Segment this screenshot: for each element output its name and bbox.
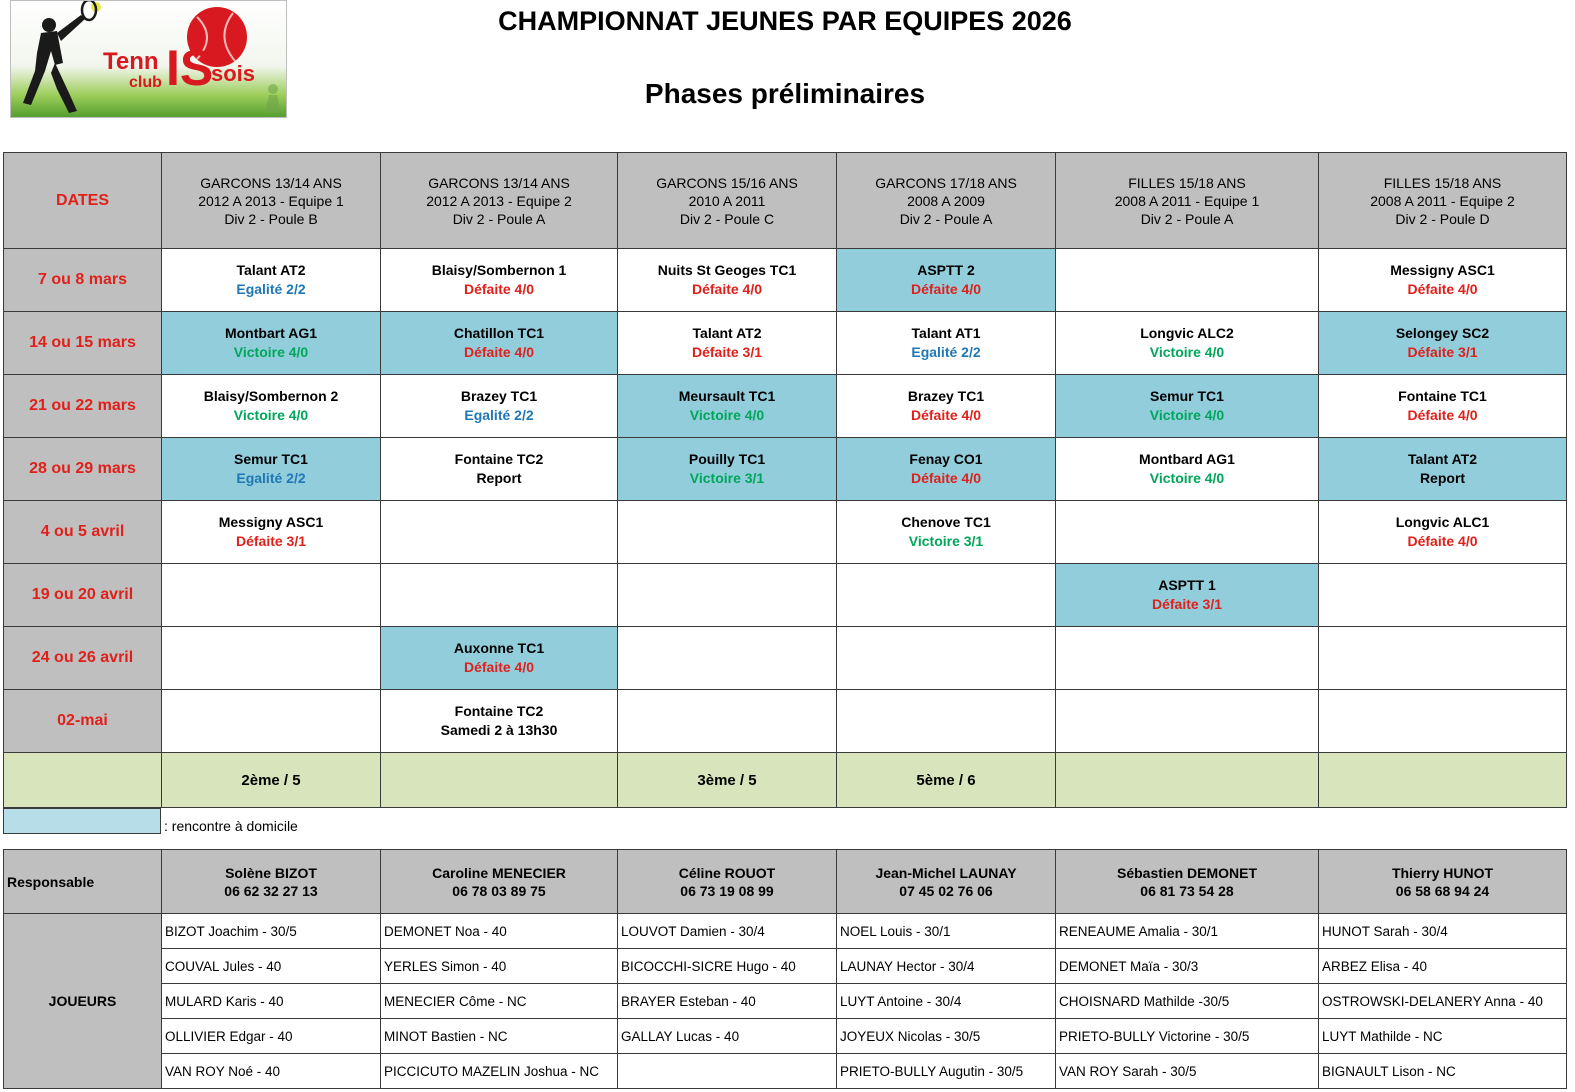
match-cell bbox=[837, 627, 1056, 690]
column-header-line: GARCONS 13/14 ANS bbox=[428, 174, 570, 191]
player-entry: GALLAY Lucas - 40 bbox=[618, 1019, 837, 1054]
column-header-line: GARCONS 17/18 ANS bbox=[875, 174, 1017, 191]
opponent-team: Fontaine TC2 bbox=[454, 703, 544, 719]
match-cell bbox=[1056, 375, 1319, 438]
player-entry: LUYT Mathilde - NC bbox=[1319, 1019, 1567, 1054]
match-cell bbox=[1319, 501, 1567, 564]
opponent-team: Longvic ALC2 bbox=[1140, 325, 1234, 341]
schedule-table bbox=[3, 152, 1567, 808]
opponent-team: Auxonne TC1 bbox=[453, 640, 545, 656]
opponent-team: Fenay CO1 bbox=[909, 451, 983, 467]
team-column-header bbox=[381, 153, 618, 249]
opponent-team: Meursault TC1 bbox=[678, 388, 776, 404]
column-header-line: 2010 A 2011 bbox=[688, 192, 766, 209]
column-header-line: Div 2 - Poule A bbox=[1140, 210, 1234, 227]
opponent-team: Montbard AG1 bbox=[1139, 451, 1235, 467]
player-entry: BICOCCHI-SICRE Hugo - 40 bbox=[618, 949, 837, 984]
match-result: Défaite 4/0 bbox=[463, 344, 535, 360]
column-header-line: Div 2 - Poule A bbox=[899, 210, 993, 227]
opponent-team: Chenove TC1 bbox=[901, 514, 991, 530]
match-cell bbox=[1319, 375, 1567, 438]
player-entry: LUYT Antoine - 30/4 bbox=[837, 984, 1056, 1019]
player-entry: BIGNAULT Lison - NC bbox=[1319, 1054, 1567, 1089]
ranking-row bbox=[4, 753, 1567, 808]
opponent-team: Brazey TC1 bbox=[907, 388, 985, 404]
match-cell bbox=[837, 312, 1056, 375]
player-entry bbox=[618, 1054, 837, 1089]
match-cell bbox=[1056, 249, 1319, 312]
player-entry: LAUNAY Hector - 30/4 bbox=[837, 949, 1056, 984]
match-cell bbox=[1319, 627, 1567, 690]
match-result: Défaite 3/1 bbox=[1407, 344, 1478, 360]
responsable-cell bbox=[837, 850, 1056, 914]
match-result: Victoire 4/0 bbox=[1149, 407, 1225, 423]
opponent-team: Talant AT2 bbox=[692, 325, 762, 341]
players-row bbox=[4, 1054, 1567, 1089]
match-result: Egalité 2/2 bbox=[911, 344, 981, 360]
legend-text: : rencontre à domicile bbox=[164, 818, 298, 834]
match-cell bbox=[1056, 438, 1319, 501]
dates-header: DATES bbox=[4, 153, 162, 249]
staff-table bbox=[3, 849, 1567, 1089]
match-cell bbox=[381, 249, 618, 312]
match-row bbox=[4, 627, 1567, 690]
player-entry: PRIETO-BULLY Victorine - 30/5 bbox=[1056, 1019, 1319, 1054]
team-column-header bbox=[1056, 153, 1319, 249]
match-cell bbox=[162, 690, 381, 753]
team-column-header bbox=[837, 153, 1056, 249]
match-cell bbox=[381, 690, 618, 753]
match-cell bbox=[162, 312, 381, 375]
responsable-phone: 07 45 02 76 06 bbox=[899, 882, 993, 899]
match-cell bbox=[618, 627, 837, 690]
opponent-team: Messigny ASC1 bbox=[1390, 262, 1495, 278]
match-cell bbox=[162, 249, 381, 312]
match-row bbox=[4, 564, 1567, 627]
player-entry: OSTROWSKI-DELANERY Anna - 40 bbox=[1319, 984, 1567, 1019]
match-result: Victoire 4/0 bbox=[233, 407, 309, 423]
match-date: 4 ou 5 avril bbox=[4, 501, 162, 564]
column-header-line: GARCONS 15/16 ANS bbox=[656, 174, 798, 191]
match-cell bbox=[381, 312, 618, 375]
match-result: Egalité 2/2 bbox=[236, 470, 306, 486]
match-result: Défaite 4/0 bbox=[691, 281, 763, 297]
responsable-name: Caroline MENECIER bbox=[432, 864, 566, 881]
svg-text:Tenn: Tenn bbox=[103, 48, 159, 75]
opponent-team: ASPTT 1 bbox=[1158, 577, 1216, 593]
column-header-line: 2012 A 2013 - Equipe 1 bbox=[198, 192, 344, 209]
match-result: Victoire 4/0 bbox=[233, 344, 309, 360]
match-result: Défaite 4/0 bbox=[463, 281, 535, 297]
player-entry: PICCICUTO MAZELIN Joshua - NC bbox=[381, 1054, 618, 1089]
match-date: 19 ou 20 avril bbox=[4, 564, 162, 627]
match-row bbox=[4, 501, 1567, 564]
opponent-team: Fontaine TC1 bbox=[1398, 388, 1487, 404]
players-row bbox=[4, 1019, 1567, 1054]
responsable-cell bbox=[1319, 850, 1567, 914]
player-entry: MINOT Bastien - NC bbox=[381, 1019, 618, 1054]
opponent-team: Montbart AG1 bbox=[224, 325, 318, 341]
team-column-header bbox=[618, 153, 837, 249]
logo-graphic bbox=[11, 1, 287, 118]
opponent-team: Longvic ALC1 bbox=[1395, 514, 1490, 530]
opponent-team: Chatillon TC1 bbox=[453, 325, 545, 341]
player-entry: VAN ROY Noé - 40 bbox=[162, 1054, 381, 1089]
player-entry: LOUVOT Damien - 30/4 bbox=[618, 914, 837, 949]
match-result: Défaite 4/0 bbox=[910, 470, 982, 486]
match-cell bbox=[1056, 564, 1319, 627]
match-date: 14 ou 15 mars bbox=[4, 312, 162, 375]
responsable-cell bbox=[1056, 850, 1319, 914]
match-result: Victoire 4/0 bbox=[1149, 470, 1225, 486]
match-date: 02-mai bbox=[4, 690, 162, 753]
opponent-team: Pouilly TC1 bbox=[688, 451, 766, 467]
match-cell bbox=[1056, 312, 1319, 375]
match-cell bbox=[618, 312, 837, 375]
opponent-team: Talant AT1 bbox=[911, 325, 981, 341]
match-cell bbox=[162, 375, 381, 438]
match-row bbox=[4, 438, 1567, 501]
responsables-row bbox=[4, 850, 1567, 914]
responsable-name: Jean-Michel LAUNAY bbox=[875, 864, 1017, 881]
team-ranking: 3ème / 5 bbox=[618, 753, 837, 808]
legend-swatch bbox=[3, 808, 161, 834]
column-header-line: 2008 A 2011 - Equipe 2 bbox=[1370, 192, 1515, 209]
responsable-cell bbox=[618, 850, 837, 914]
opponent-team: Blaisy/Sombernon 2 bbox=[203, 388, 339, 404]
match-cell bbox=[162, 627, 381, 690]
match-cell bbox=[837, 690, 1056, 753]
match-result: Report bbox=[476, 470, 522, 486]
match-result: Défaite 4/0 bbox=[910, 407, 982, 423]
match-cell bbox=[1319, 249, 1567, 312]
opponent-team: Brazey TC1 bbox=[460, 388, 538, 404]
schedule-header-row bbox=[4, 153, 1567, 249]
players-row bbox=[4, 914, 1567, 949]
match-result: Défaite 3/1 bbox=[691, 344, 763, 360]
responsable-phone: 06 73 19 08 99 bbox=[680, 882, 774, 899]
column-header-line: Div 2 - Poule D bbox=[1395, 210, 1490, 227]
match-cell bbox=[618, 375, 837, 438]
player-entry: COUVAL Jules - 40 bbox=[162, 949, 381, 984]
match-result: Défaite 4/0 bbox=[463, 659, 535, 675]
svg-text:sois: sois bbox=[211, 61, 256, 86]
opponent-team: ASPTT 2 bbox=[917, 262, 975, 278]
opponent-team: Talant AT2 bbox=[1408, 451, 1477, 467]
match-cell bbox=[1056, 690, 1319, 753]
column-header-line: Div 2 - Poule B bbox=[224, 210, 318, 227]
responsable-phone: 06 58 68 94 24 bbox=[1395, 882, 1490, 899]
match-row bbox=[4, 375, 1567, 438]
column-header-line: FILLES 15/18 ANS bbox=[1383, 174, 1502, 191]
player-entry: OLLIVIER Edgar - 40 bbox=[162, 1019, 381, 1054]
match-cell bbox=[837, 438, 1056, 501]
match-row bbox=[4, 312, 1567, 375]
responsable-phone: 06 81 73 54 28 bbox=[1140, 882, 1234, 899]
opponent-team: Messigny ASC1 bbox=[218, 514, 324, 530]
match-cell bbox=[381, 627, 618, 690]
match-cell bbox=[618, 438, 837, 501]
responsable-phone: 06 62 32 27 13 bbox=[224, 882, 318, 899]
match-cell bbox=[381, 438, 618, 501]
page-title: CHAMPIONNAT JEUNES PAR EQUIPES 2026 bbox=[498, 6, 1072, 36]
match-result: Egalité 2/2 bbox=[464, 407, 534, 423]
column-header-line: GARCONS 13/14 ANS bbox=[200, 174, 342, 191]
player-entry: BRAYER Esteban - 40 bbox=[618, 984, 837, 1019]
column-header-line: 2008 A 2009 bbox=[907, 192, 985, 209]
svg-text:IS: IS bbox=[166, 40, 214, 96]
match-result: Défaite 4/0 bbox=[910, 281, 982, 297]
team-column-header bbox=[162, 153, 381, 249]
player-entry: MENECIER Côme - NC bbox=[381, 984, 618, 1019]
opponent-team: Fontaine TC2 bbox=[454, 451, 544, 467]
responsable-name: Thierry HUNOT bbox=[1391, 864, 1494, 881]
team-column-header bbox=[1319, 153, 1567, 249]
match-row bbox=[4, 690, 1567, 753]
opponent-team: Selongey SC2 bbox=[1395, 325, 1490, 341]
opponent-team: Semur TC1 bbox=[234, 451, 308, 467]
match-cell bbox=[1319, 564, 1567, 627]
column-header-line: Div 2 - Poule A bbox=[452, 210, 546, 227]
match-cell bbox=[618, 501, 837, 564]
player-entry: CHOISNARD Mathilde -30/5 bbox=[1056, 984, 1319, 1019]
match-cell bbox=[837, 249, 1056, 312]
match-date: 7 ou 8 mars bbox=[4, 249, 162, 312]
match-cell bbox=[1319, 690, 1567, 753]
team-ranking: 2ème / 5 bbox=[162, 753, 381, 808]
responsable-cell bbox=[381, 850, 618, 914]
match-date: 21 ou 22 mars bbox=[4, 375, 162, 438]
team-ranking bbox=[1319, 753, 1567, 808]
match-cell bbox=[381, 375, 618, 438]
match-row bbox=[4, 249, 1567, 312]
match-cell bbox=[162, 501, 381, 564]
player-entry: PRIETO-BULLY Augutin - 30/5 bbox=[837, 1054, 1056, 1089]
column-header-line: FILLES 15/18 ANS bbox=[1128, 174, 1246, 191]
match-cell bbox=[381, 564, 618, 627]
responsable-cell bbox=[162, 850, 381, 914]
match-result: Défaite 3/1 bbox=[235, 533, 307, 549]
match-cell bbox=[618, 564, 837, 627]
match-result: Défaite 4/0 bbox=[1407, 281, 1478, 297]
match-result: Victoire 4/0 bbox=[689, 407, 765, 423]
column-header-line: Div 2 - Poule C bbox=[679, 210, 775, 227]
match-cell bbox=[162, 564, 381, 627]
match-cell bbox=[162, 438, 381, 501]
responsable-label: Responsable bbox=[4, 850, 162, 914]
opponent-team: Talant AT2 bbox=[236, 262, 306, 278]
match-result: Victoire 3/1 bbox=[908, 533, 984, 549]
match-cell bbox=[1319, 438, 1567, 501]
ranking-label-cell bbox=[4, 753, 162, 808]
match-cell bbox=[381, 501, 618, 564]
match-cell bbox=[837, 564, 1056, 627]
players-label: JOUEURS bbox=[4, 914, 162, 1089]
opponent-team: Blaisy/Sombernon 1 bbox=[431, 262, 567, 278]
match-date: 28 ou 29 mars bbox=[4, 438, 162, 501]
team-ranking bbox=[1056, 753, 1319, 808]
match-result: Défaite 4/0 bbox=[1407, 533, 1478, 549]
player-entry: HUNOT Sarah - 30/4 bbox=[1319, 914, 1567, 949]
match-result: Victoire 4/0 bbox=[1149, 344, 1225, 360]
match-date: 24 ou 26 avril bbox=[4, 627, 162, 690]
club-logo bbox=[10, 0, 287, 118]
player-entry: ARBEZ Elisa - 40 bbox=[1319, 949, 1567, 984]
page-subtitle: Phases préliminaires bbox=[644, 78, 926, 109]
responsable-phone: 06 78 03 89 75 bbox=[452, 882, 546, 899]
players-row bbox=[4, 984, 1567, 1019]
match-result: Défaite 4/0 bbox=[1407, 407, 1478, 423]
player-entry: VAN ROY Sarah - 30/5 bbox=[1056, 1054, 1319, 1089]
player-entry: BIZOT Joachim - 30/5 bbox=[162, 914, 381, 949]
match-cell bbox=[618, 249, 837, 312]
match-cell bbox=[618, 690, 837, 753]
team-ranking bbox=[381, 753, 618, 808]
match-cell bbox=[1056, 627, 1319, 690]
match-cell bbox=[837, 375, 1056, 438]
match-cell bbox=[1319, 312, 1567, 375]
responsable-name: Sébastien DEMONET bbox=[1116, 864, 1258, 881]
opponent-team: Nuits St Geoges TC1 bbox=[657, 262, 797, 278]
match-result: Victoire 3/1 bbox=[689, 470, 765, 486]
responsable-name: Solène BIZOT bbox=[225, 864, 317, 881]
column-header-line: 2012 A 2013 - Equipe 2 bbox=[426, 192, 572, 209]
match-cell bbox=[1056, 501, 1319, 564]
match-result: Egalité 2/2 bbox=[236, 281, 306, 297]
responsable-name: Céline ROUOT bbox=[678, 864, 776, 881]
team-ranking: 5ème / 6 bbox=[837, 753, 1056, 808]
players-row bbox=[4, 949, 1567, 984]
match-result: Samedi 2 à 13h30 bbox=[440, 722, 558, 738]
player-entry: RENEAUME Amalia - 30/1 bbox=[1056, 914, 1319, 949]
column-header-line: 2008 A 2011 - Equipe 1 bbox=[1114, 192, 1260, 209]
player-entry: DEMONET Maïa - 30/3 bbox=[1056, 949, 1319, 984]
player-entry: MULARD Karis - 40 bbox=[162, 984, 381, 1019]
player-entry: JOYEUX Nicolas - 30/5 bbox=[837, 1019, 1056, 1054]
match-cell bbox=[837, 501, 1056, 564]
match-result: Report bbox=[1419, 470, 1466, 486]
match-result: Défaite 3/1 bbox=[1151, 596, 1223, 612]
opponent-team: Semur TC1 bbox=[1150, 388, 1224, 404]
svg-text:club: club bbox=[129, 74, 162, 91]
player-entry: NOEL Louis - 30/1 bbox=[837, 914, 1056, 949]
player-entry: YERLES Simon - 40 bbox=[381, 949, 618, 984]
player-entry: DEMONET Noa - 40 bbox=[381, 914, 618, 949]
